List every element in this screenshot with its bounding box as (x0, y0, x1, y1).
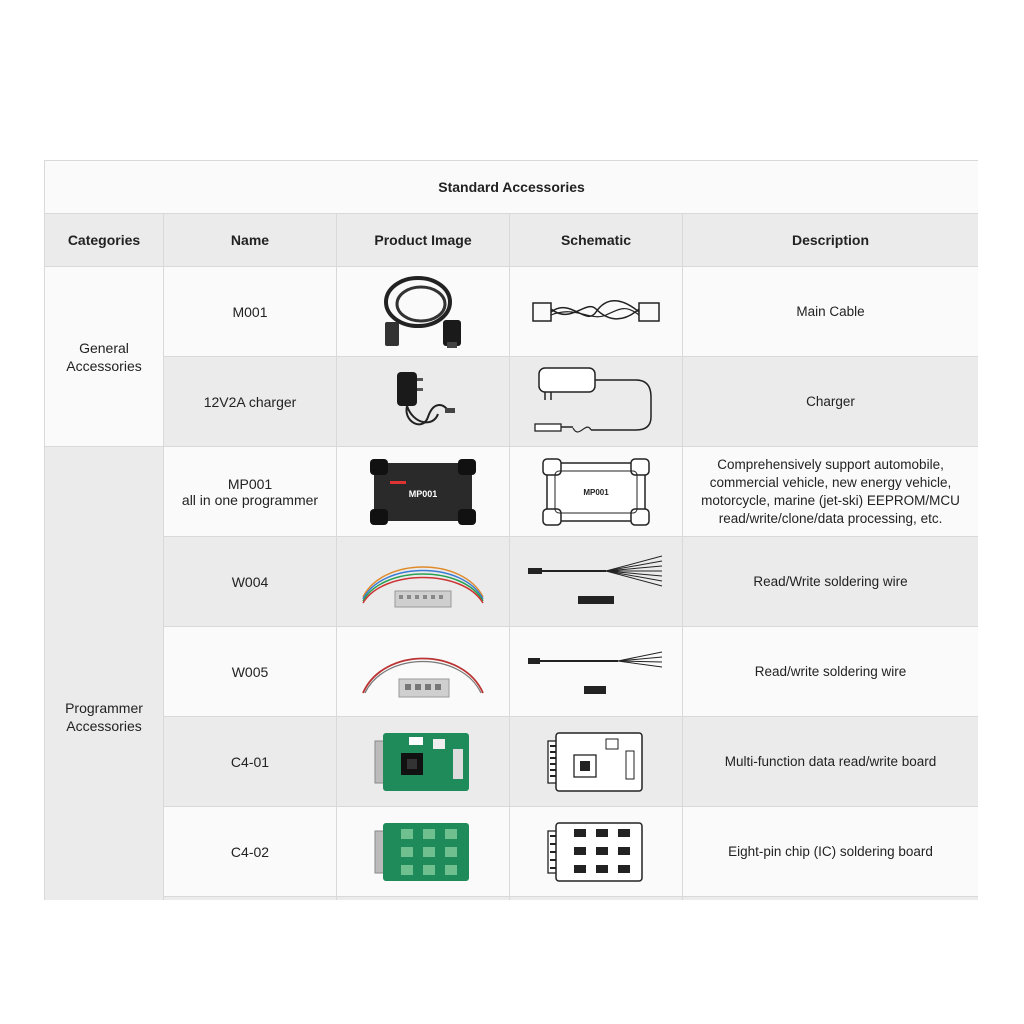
item-name (337, 897, 510, 901)
table-row (45, 627, 979, 717)
table-row (45, 717, 979, 807)
product-image-cell (510, 897, 683, 901)
accessories-table (44, 160, 978, 900)
product-image-cell (337, 357, 510, 447)
product-image-cell (337, 537, 510, 627)
charger-schematic-icon (531, 362, 661, 442)
item-description (683, 807, 979, 897)
item-description (683, 627, 979, 717)
table-row (45, 897, 979, 901)
description-line: Read/write soldering wire (754, 663, 907, 679)
description-line: motorcycle, marine (jet-ski) EEPROM/MCU (701, 492, 960, 508)
table-row (45, 267, 979, 357)
header-name: Name (164, 214, 337, 267)
table-row (45, 537, 979, 627)
description-line: Multi-function data read/write board (724, 753, 937, 769)
charger-photo-icon (383, 362, 463, 442)
name-line: W005 (231, 663, 269, 680)
board-schematic-icon (546, 729, 646, 795)
schematic-cell (510, 267, 683, 357)
header-product-image: Product Image (337, 214, 510, 267)
category-label-line: Programmer (65, 699, 143, 716)
table-row (45, 807, 979, 897)
schematic-cell (510, 627, 683, 717)
product-image-cell (337, 807, 510, 897)
category-general (45, 267, 164, 447)
schematic-cell (510, 357, 683, 447)
category-programmer (45, 447, 164, 901)
wire-schematic-icon (526, 552, 666, 612)
wire-schematic-icon (526, 642, 666, 702)
item-name (164, 537, 337, 627)
description-line: commercial vehicle, new energy vehicle, (709, 474, 952, 490)
product-image-cell (337, 627, 510, 717)
name-line: 12V2A charger (203, 393, 297, 410)
schematic-cell (510, 717, 683, 807)
category-label-line: Accessories (66, 357, 142, 374)
programmer-label: MP001 (408, 488, 438, 499)
wire-harness-photo-icon (353, 547, 493, 617)
schematic-cell (510, 447, 683, 537)
description-line: Main Cable (796, 303, 865, 319)
item-description (683, 717, 979, 807)
item-description (683, 357, 979, 447)
schematic-cell (510, 807, 683, 897)
description-line: Charger (806, 393, 855, 409)
wire-harness-photo-icon (353, 637, 493, 707)
item-description (683, 537, 979, 627)
item-name (164, 447, 337, 537)
board-photo-icon (373, 819, 473, 885)
table-row (45, 357, 979, 447)
board-schematic-icon (546, 819, 646, 885)
name-line: MP001 (227, 475, 273, 492)
programmer-schematic-label: MP001 (583, 487, 609, 497)
board-photo-icon (373, 729, 473, 795)
item-name (164, 807, 337, 897)
description-line: Comprehensively support automobile, (717, 456, 944, 472)
accessories-table-container (44, 160, 978, 900)
product-image-cell (337, 267, 510, 357)
programmer-photo-icon (368, 457, 478, 527)
product-image-cell (337, 717, 510, 807)
item-name (164, 267, 337, 357)
programmer-schematic-icon (541, 457, 651, 527)
name-line: W004 (231, 573, 269, 590)
header-schematic: Schematic (510, 214, 683, 267)
item-description (683, 447, 979, 537)
schematic-cell (510, 537, 683, 627)
cable-schematic-icon (531, 287, 661, 337)
header-categories: Categories (45, 214, 164, 267)
name-line: C4-01 (230, 753, 270, 770)
item-name (164, 627, 337, 717)
name-line: all in one programmer (181, 491, 319, 508)
category-continuation (164, 897, 337, 901)
category-label-line: Accessories (66, 717, 142, 734)
category-label-line: General (79, 339, 129, 356)
item-name (164, 717, 337, 807)
obd-cable-photo-icon (373, 272, 473, 352)
description-line: read/write/clone/data processing, etc. (718, 510, 943, 526)
schematic-cell (683, 897, 979, 901)
item-description (683, 267, 979, 357)
table-title: Standard Accessories (45, 161, 979, 214)
description-line: Eight-pin chip (IC) soldering board (728, 843, 933, 859)
product-image-cell (337, 447, 510, 537)
name-line: C4-02 (230, 843, 270, 860)
table-row (45, 447, 979, 537)
item-name (164, 357, 337, 447)
name-line: M001 (232, 303, 268, 320)
description-line: Read/Write soldering wire (753, 573, 908, 589)
header-description: Description (683, 214, 979, 267)
